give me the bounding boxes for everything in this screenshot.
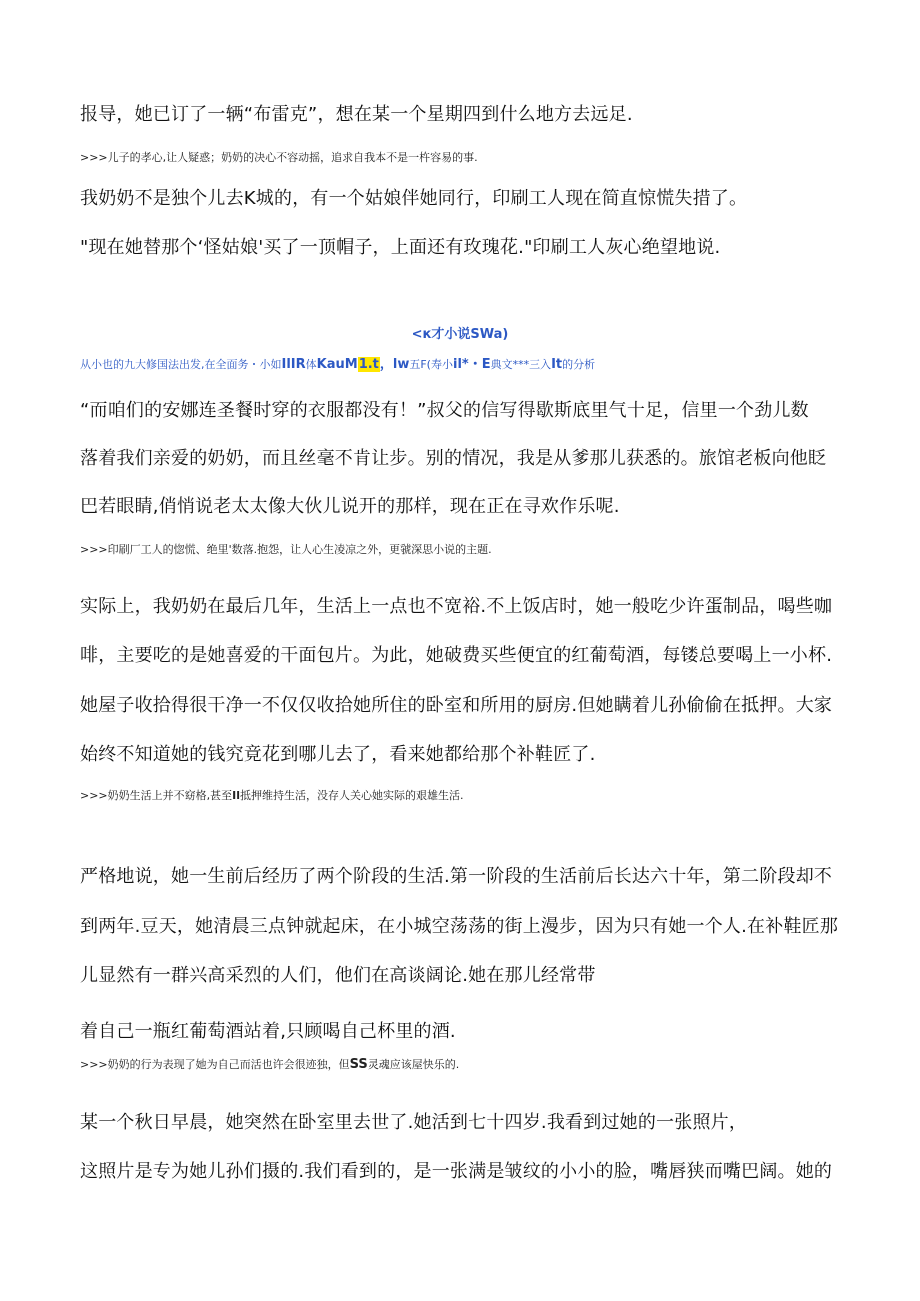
annotation-note-4	[80, 1057, 459, 1073]
annotation-note-4-bold: SS	[349, 1057, 368, 1072]
annotation-note-4-start: >>>奶奶的行为表现了她为自己而活也许会很迹独，但	[80, 1058, 350, 1071]
analysis-subtitle-bold-3: ，lw	[379, 357, 410, 372]
analysis-subtitle-mid-2: 五F(寿小	[409, 358, 453, 371]
section-title: <к才小说SWa)	[411, 327, 509, 342]
analysis-subtitle-bold-1: IlIR	[281, 357, 306, 372]
paragraph-death-line-1: 某一个秋日早晨，她突然在卧室里去世了.她活到七十四岁.我看到过她的一张照片，	[80, 1112, 748, 1133]
annotation-note-4-end: 灵魂应该屋快乐的.	[367, 1058, 460, 1071]
analysis-subtitle-mid-1: 体	[305, 358, 317, 371]
annotation-note-3-end: 抵押维持生活，没存人关心她实际的艰雄生活.	[240, 789, 464, 802]
paragraph-life-line-3: 她屋子收拾得很干净一不仅仅收拾她所住的卧室和所用的厨房.但她瞒着儿孙偷偷在抵押。大家	[80, 695, 833, 716]
paragraph-life-line-4: 始终不知道她的钱究竟花到哪儿去了，看来她都给那个补鞋匠了.	[80, 744, 596, 765]
annotation-note-3-bold: Il	[232, 789, 241, 802]
paragraph-life-line-1: 实际上，我奶奶在最后几年，生活上一点也不宽裕.不上饭店时，她一般吃少许蛋制品，喝些咖	[80, 596, 833, 617]
paragraph-death-line-2: 这照片是专为她儿孙们摄的.我们看到的，是一张满是皱纹的小小的脸，嘴唇狭而嘴巴阔。她的	[80, 1161, 833, 1182]
paragraph-companion-line: 我奶奶不是独个儿去K城的，有一个姑娘伴她同行，印刷工人现在简直惊慌失措了。	[80, 188, 748, 209]
paragraph-stages-line-1: 严格地说，她一生前后经历了两个阶段的生活.第一阶段的生活前后长达六十年，第二阶段却不	[80, 866, 833, 887]
analysis-subtitle-suffix: 的分析	[562, 358, 596, 371]
annotation-note-3-start: >>>奶奶生活上并不窈格,甚至	[80, 789, 233, 802]
paragraph-letter-line-2: 落着我们亲爱的奶奶，而且丝毫不肯让步。别的情况，我是从爹那儿获悉的。旅馆老板向他眨	[80, 448, 827, 469]
paragraph-stages-line-3: 儿显然有一群兴高采烈的人们，他们在高谈阔论.她在那儿经常带	[80, 965, 596, 986]
paragraph-life-line-2: 啡，主要吃的是她喜爱的干面包片。为此，她破费买些便宜的红葡萄酒，每镂总要喝上一小杯.	[80, 645, 833, 666]
analysis-subtitle	[80, 356, 595, 374]
paragraph-letter-line-3: 巴若眼睛,俏悄说老太太像大伙儿说开的那样，现在正在寻欢作乐呢.	[80, 496, 620, 517]
paragraph-letter-line-1: “而咱们的安娜连圣餐时穿的衣服都没有！”叔父的信写得歇斯底里气十足，信里一个劲儿数	[80, 400, 809, 421]
annotation-note-3	[80, 788, 464, 804]
paragraph-stages-line-2: 到两年.豆天，她清晨三点钟就起床，在小城空荡荡的街上漫步，因为只有她一个人.在补鞋匠那	[80, 916, 839, 937]
paragraph-wine-line: 着自己一瓶红葡萄酒站着,只顾喝自己杯里的酒.	[80, 1021, 456, 1042]
annotation-note-2: >>>印刷厂工人的惚慌、绝里'数落.抱怨，让人心生凌凉之外，更虢深思小说的主题.	[80, 543, 492, 556]
analysis-subtitle-bold-5: It	[551, 357, 563, 372]
annotation-note-1: >>>儿子的孝心,让人疑惑；奶奶的决心不容动摇，追求自我本不是一杵容易的事.	[80, 151, 478, 164]
analysis-subtitle-prefix: 从小也的九大修国法出发,在全面务・小如	[80, 358, 282, 371]
analysis-subtitle-bold-4: il*・E	[452, 357, 491, 372]
analysis-subtitle-highlight: 1.t	[358, 357, 379, 372]
analysis-subtitle-mid-3: 典文***三入	[490, 358, 552, 371]
analysis-subtitle-bold-2: KauM	[316, 357, 358, 372]
paragraph-report-line: 报导，她已订了一辆“布雷克”，想在某一个星期四到什么地方去远足.	[80, 104, 633, 125]
paragraph-hat-line: "现在她替那个‘怪姑娘'买了一顶帽子，上面还有玫瑰花."印刷工人灰心绝望地说.	[80, 237, 721, 258]
